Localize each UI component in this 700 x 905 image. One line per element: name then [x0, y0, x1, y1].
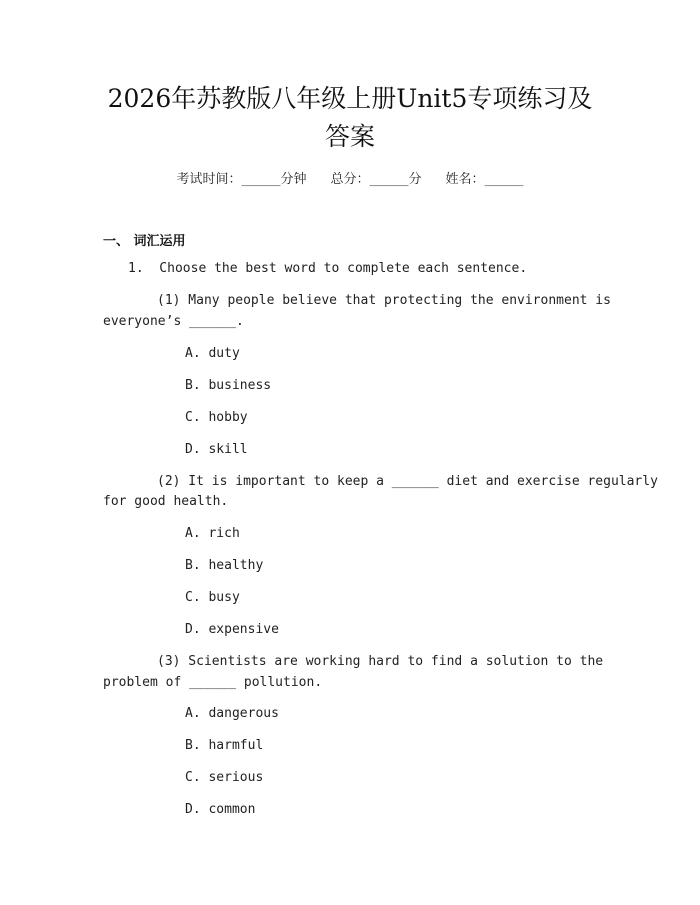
question-3-option-a: A. dangerous — [185, 706, 279, 721]
document-title — [60, 80, 640, 156]
question-2-stem-line-2: for good health. — [103, 494, 229, 509]
question-2-option-d: D. expensive — [185, 622, 279, 637]
question-2-option-b: B. healthy — [185, 558, 264, 573]
question-1-option-c: C. hobby — [185, 410, 248, 425]
question-2-option-a: A. rich — [185, 526, 240, 541]
question-1-option-a: A. duty — [185, 346, 240, 361]
question-3-option-b: B. harmful — [185, 738, 264, 753]
total-score: 总分：______分 — [330, 172, 422, 187]
question-1-stem-line-2: everyone’s ______. — [103, 314, 244, 329]
section-heading: 一、 词汇运用 — [103, 234, 186, 249]
question-3-option-c: C. serious — [185, 770, 264, 785]
question-1-option-b: B. business — [185, 378, 272, 393]
question-3-stem-line-1: (3) Scientists are working hard to find a solution to the — [157, 654, 604, 669]
question-2-stem-line-1: (2) It is important to keep a ______ diet and exercise regularly — [157, 474, 658, 489]
instruction: 1. Choose the best word to complete each sentence. — [128, 261, 528, 276]
question-1-stem-line-1: (1) Many people believe that protecting the environment is — [157, 293, 611, 308]
student-name: 姓名：______ — [445, 172, 524, 187]
question-1-option-d: D. skill — [185, 442, 248, 457]
question-3-option-d: D. common — [185, 802, 256, 817]
title-line-1: 2026年苏教版八年级上册Unit5专项练习及 — [107, 84, 593, 113]
question-3-stem-line-2: problem of ______ pollution. — [103, 675, 323, 690]
question-2-option-c: C. busy — [185, 590, 240, 605]
exam-time: 考试时间：______分钟 — [176, 172, 307, 187]
exam-info — [0, 168, 700, 187]
title-line-2: 答案 — [324, 122, 375, 151]
